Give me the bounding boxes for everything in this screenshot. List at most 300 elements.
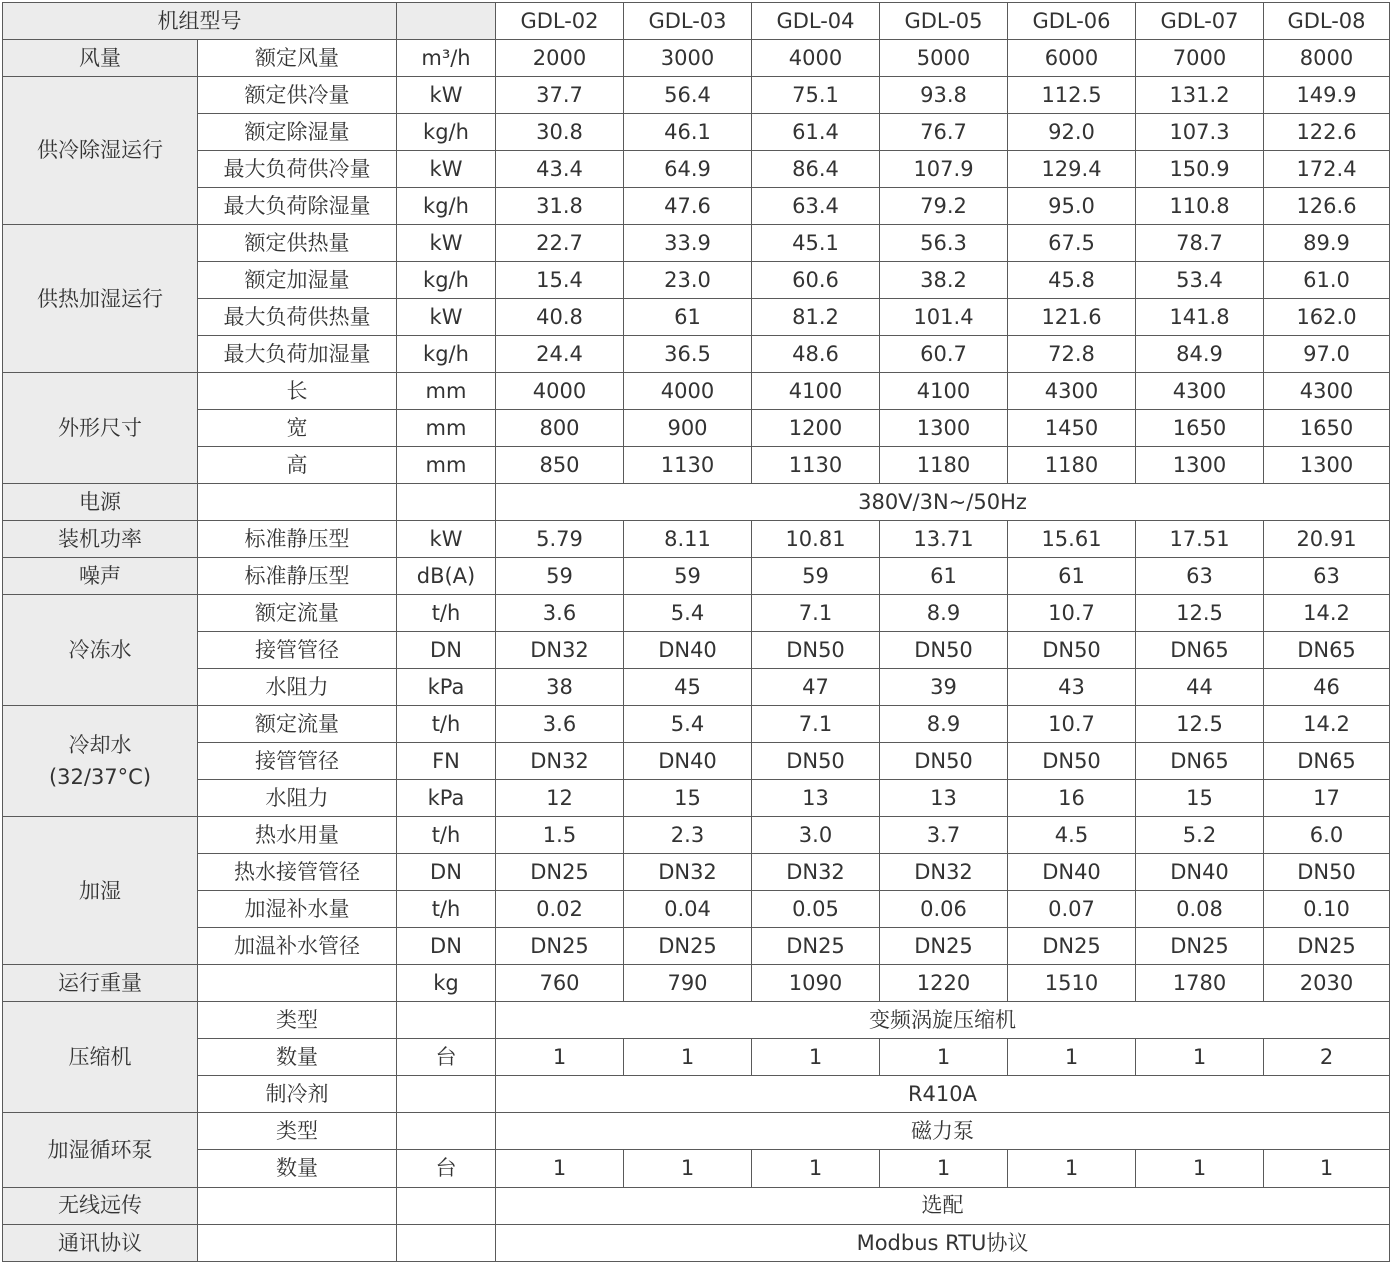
group-label-text: 运行重量 [58,971,142,996]
param-unit: kg/h [397,188,496,225]
value-cell: 800 [496,410,624,447]
value-cell: 38.2 [880,262,1008,299]
table-row [3,410,1390,447]
value-cell: 56.3 [880,225,1008,262]
value-cell: 790 [624,965,752,1002]
value-cell: 1130 [624,447,752,484]
group-label [3,225,198,373]
value-cell: 46 [1264,669,1390,706]
group-label-text: 冷冻水 [68,638,132,663]
value-cell: 0.08 [1136,891,1264,928]
value-cell: 1 [1264,1150,1390,1187]
value-cell: 13 [880,780,1008,817]
param-name: 加湿补水量 [198,891,397,928]
group-label [3,484,198,521]
table-row [3,262,1390,299]
value-cell: 2 [1264,1039,1390,1076]
table-row [3,743,1390,780]
param-unit: t/h [397,817,496,854]
value-cell: 13 [752,780,880,817]
value-cell: 150.9 [1136,151,1264,188]
table-row [3,1002,1390,1039]
value-cell: 79.2 [880,188,1008,225]
value-cell: 13.71 [880,521,1008,558]
value-cell: 1180 [880,447,1008,484]
param-name: 数量 [198,1150,397,1187]
table-row [3,558,1390,595]
value-cell: 6.0 [1264,817,1390,854]
value-cell: 60.6 [752,262,880,299]
model-header: GDL-07 [1136,3,1264,40]
group-label [3,521,198,558]
group-label [3,817,198,965]
group-label [3,558,198,595]
param-name: 额定加湿量 [198,262,397,299]
table-row [3,77,1390,114]
value-cell: 2.3 [624,817,752,854]
param-name: 额定流量 [198,595,397,632]
value-cell: 39 [880,669,1008,706]
value-cell: 122.6 [1264,114,1390,151]
group-label [3,706,198,817]
value-cell: 56.4 [624,77,752,114]
param-unit: m³/h [397,40,496,77]
value-cell: 0.06 [880,891,1008,928]
value-cell: DN25 [496,928,624,965]
value-cell: DN32 [624,854,752,891]
value-cell: 1 [752,1039,880,1076]
value-cell: DN32 [496,632,624,669]
group-label [3,1224,198,1261]
value-cell: 12.5 [1136,706,1264,743]
value-cell: 1180 [1008,447,1136,484]
group-label [3,595,198,706]
param-name: 制冷剂 [198,1076,397,1113]
group-label [3,1187,198,1224]
param-unit [397,484,496,521]
value-cell: 4000 [496,373,624,410]
value-cell: 47.6 [624,188,752,225]
value-cell: DN40 [1008,854,1136,891]
param-unit: t/h [397,891,496,928]
param-unit: kg [397,965,496,1002]
value-cell: DN25 [496,854,624,891]
value-cell: 61 [624,299,752,336]
value-cell: 121.6 [1008,299,1136,336]
value-cell: DN25 [880,928,1008,965]
param-name: 额定供热量 [198,225,397,262]
param-unit: DN [397,854,496,891]
value-cell: 43.4 [496,151,624,188]
value-cell: 53.4 [1136,262,1264,299]
span-value: 磁力泵 [496,1113,1390,1150]
value-cell: 89.9 [1264,225,1390,262]
value-cell: 63 [1264,558,1390,595]
value-cell: 4300 [1136,373,1264,410]
value-cell: 1 [880,1150,1008,1187]
value-cell: 1 [1136,1039,1264,1076]
group-label [3,77,198,225]
value-cell: 1510 [1008,965,1136,1002]
group-label [3,1113,198,1187]
value-cell: 7.1 [752,706,880,743]
value-cell: 1 [1136,1150,1264,1187]
value-cell: 15 [624,780,752,817]
value-cell: 1 [496,1150,624,1187]
value-cell: 23.0 [624,262,752,299]
value-cell: 1650 [1264,410,1390,447]
value-cell: 8.11 [624,521,752,558]
value-cell: 850 [496,447,624,484]
value-cell: 48.6 [752,336,880,373]
table-row [3,151,1390,188]
value-cell: DN25 [1008,928,1136,965]
table-row [3,299,1390,336]
group-label-text: 供热加湿运行 [37,286,163,311]
param-name: 接管管径 [198,743,397,780]
value-cell: 86.4 [752,151,880,188]
table-row [3,595,1390,632]
value-cell: 1 [624,1150,752,1187]
table-row [3,965,1390,1002]
param-unit: kg/h [397,114,496,151]
value-cell: 45 [624,669,752,706]
value-cell: 40.8 [496,299,624,336]
value-cell: DN25 [752,928,880,965]
value-cell: 8000 [1264,40,1390,77]
model-header: GDL-04 [752,3,880,40]
value-cell: 7.1 [752,595,880,632]
value-cell: DN50 [880,632,1008,669]
table-row [3,188,1390,225]
model-header: GDL-03 [624,3,752,40]
param-name: 热水用量 [198,817,397,854]
table-row [3,1076,1390,1113]
value-cell: 126.6 [1264,188,1390,225]
param-name: 高 [198,447,397,484]
value-cell: 61 [1008,558,1136,595]
value-cell: 97.0 [1264,336,1390,373]
value-cell: 3.6 [496,595,624,632]
value-cell: 72.8 [1008,336,1136,373]
param-unit: mm [397,373,496,410]
param-unit [397,1187,496,1224]
table-row [3,1187,1390,1224]
value-cell: 129.4 [1008,151,1136,188]
param-name [198,965,397,1002]
group-label-text: 装机功率 [58,527,142,552]
value-cell: 1 [880,1039,1008,1076]
value-cell: 92.0 [1008,114,1136,151]
value-cell: 8.9 [880,706,1008,743]
value-cell: 1780 [1136,965,1264,1002]
param-unit: kg/h [397,262,496,299]
value-cell: DN65 [1136,632,1264,669]
group-label-text: 风量 [79,45,121,70]
value-cell: 2030 [1264,965,1390,1002]
param-name: 最大负荷除湿量 [198,188,397,225]
value-cell: 14.2 [1264,706,1390,743]
value-cell: 31.8 [496,188,624,225]
value-cell: 1 [1008,1039,1136,1076]
value-cell: 1090 [752,965,880,1002]
model-header: GDL-06 [1008,3,1136,40]
value-cell: 59 [496,558,624,595]
table-row [3,447,1390,484]
param-name: 数量 [198,1039,397,1076]
table-row [3,1224,1390,1261]
value-cell: 14.2 [1264,595,1390,632]
value-cell: 12 [496,780,624,817]
param-unit: kg/h [397,336,496,373]
group-label-text: 无线远传 [58,1193,142,1218]
value-cell: 45.8 [1008,262,1136,299]
param-unit [397,1002,496,1039]
value-cell: DN65 [1136,743,1264,780]
span-value: R410A [496,1076,1390,1113]
value-cell: 10.81 [752,521,880,558]
value-cell: 22.7 [496,225,624,262]
group-label-text: 供冷除湿运行 [37,138,163,163]
param-unit: mm [397,447,496,484]
value-cell: 1 [496,1039,624,1076]
value-cell: 1130 [752,447,880,484]
param-unit: t/h [397,706,496,743]
table-row [3,632,1390,669]
param-name: 标准静压型 [198,558,397,595]
param-unit: 台 [397,1150,496,1187]
param-name [198,484,397,521]
table-row [3,521,1390,558]
value-cell: 7000 [1136,40,1264,77]
value-cell: 2000 [496,40,624,77]
group-label [3,40,198,77]
value-cell: 1 [624,1039,752,1076]
value-cell: 1 [752,1150,880,1187]
param-name [198,1224,397,1261]
value-cell: 61 [880,558,1008,595]
value-cell: 6000 [1008,40,1136,77]
value-cell: 44 [1136,669,1264,706]
value-cell: 3000 [624,40,752,77]
value-cell: 47 [752,669,880,706]
param-unit: kW [397,521,496,558]
value-cell: DN50 [880,743,1008,780]
param-name: 宽 [198,410,397,447]
table-row [3,373,1390,410]
param-unit: t/h [397,595,496,632]
value-cell: 5000 [880,40,1008,77]
param-unit: kW [397,77,496,114]
group-label-text: 加湿 [79,878,121,903]
table-row [3,1150,1390,1187]
header-label: 机组型号 [3,3,397,40]
value-cell: DN65 [1264,743,1390,780]
param-name: 水阻力 [198,669,397,706]
table-row [3,854,1390,891]
param-name: 加温补水管径 [198,928,397,965]
header-row [3,3,1390,40]
value-cell: 15 [1136,780,1264,817]
value-cell: 59 [624,558,752,595]
value-cell: 15.4 [496,262,624,299]
value-cell: 78.7 [1136,225,1264,262]
value-cell: 900 [624,410,752,447]
value-cell: DN25 [1136,928,1264,965]
param-unit: kPa [397,669,496,706]
param-name: 接管管径 [198,632,397,669]
value-cell: 0.07 [1008,891,1136,928]
value-cell: 17 [1264,780,1390,817]
value-cell: 4000 [752,40,880,77]
param-unit: kPa [397,780,496,817]
param-unit: FN [397,743,496,780]
model-header: GDL-08 [1264,3,1390,40]
value-cell: 131.2 [1136,77,1264,114]
value-cell: 60.7 [880,336,1008,373]
value-cell: 81.2 [752,299,880,336]
value-cell: 4100 [752,373,880,410]
table-row [3,706,1390,743]
param-name: 最大负荷供冷量 [198,151,397,188]
model-header: GDL-02 [496,3,624,40]
param-name: 最大负荷供热量 [198,299,397,336]
table-row [3,891,1390,928]
value-cell: 5.2 [1136,817,1264,854]
param-unit: DN [397,928,496,965]
table-row [3,780,1390,817]
param-unit: DN [397,632,496,669]
group-label-text: 压缩机 [68,1045,132,1070]
value-cell: 3.7 [880,817,1008,854]
group-label [3,373,198,484]
param-unit: dB(A) [397,558,496,595]
value-cell: DN50 [752,632,880,669]
value-cell: 75.1 [752,77,880,114]
value-cell: DN40 [624,632,752,669]
value-cell: 30.8 [496,114,624,151]
value-cell: 172.4 [1264,151,1390,188]
group-label [3,1002,198,1113]
param-name [198,1187,397,1224]
value-cell: 4000 [624,373,752,410]
group-label-text: 冷却水 [68,733,132,758]
value-cell: 0.10 [1264,891,1390,928]
value-cell: 61.4 [752,114,880,151]
value-cell: DN32 [496,743,624,780]
value-cell: 33.9 [624,225,752,262]
param-unit [397,1224,496,1261]
param-name: 额定供冷量 [198,77,397,114]
value-cell: 1300 [1264,447,1390,484]
value-cell: 1450 [1008,410,1136,447]
value-cell: 36.5 [624,336,752,373]
value-cell: 0.02 [496,891,624,928]
value-cell: 93.8 [880,77,1008,114]
value-cell: 10.7 [1008,595,1136,632]
value-cell: 149.9 [1264,77,1390,114]
value-cell: 5.4 [624,706,752,743]
value-cell: 8.9 [880,595,1008,632]
group-label-text: 噪声 [79,564,121,589]
value-cell: 1300 [1136,447,1264,484]
param-name: 标准静压型 [198,521,397,558]
value-cell: 5.4 [624,595,752,632]
value-cell: DN50 [1008,743,1136,780]
span-value: 选配 [496,1187,1390,1224]
table-row [3,114,1390,151]
span-value: 变频涡旋压缩机 [496,1002,1390,1039]
value-cell: 84.9 [1136,336,1264,373]
value-cell: 63 [1136,558,1264,595]
value-cell: 141.8 [1136,299,1264,336]
table-row [3,1039,1390,1076]
param-name: 类型 [198,1113,397,1150]
value-cell: 20.91 [1264,521,1390,558]
group-label-text: 加湿循环泵 [47,1137,153,1162]
value-cell: 1.5 [496,817,624,854]
value-cell: 112.5 [1008,77,1136,114]
param-name: 类型 [198,1002,397,1039]
param-name: 热水接管管径 [198,854,397,891]
value-cell: 17.51 [1136,521,1264,558]
table-row [3,484,1390,521]
value-cell: DN40 [1136,854,1264,891]
group-label-text: 电源 [79,490,121,515]
param-unit: mm [397,410,496,447]
value-cell: 64.9 [624,151,752,188]
value-cell: DN50 [1008,632,1136,669]
value-cell: 3.6 [496,706,624,743]
param-name: 最大负荷加湿量 [198,336,397,373]
table-row [3,817,1390,854]
value-cell: DN25 [1264,928,1390,965]
spec-body [3,3,1390,1262]
value-cell: 107.3 [1136,114,1264,151]
group-label [3,965,198,1002]
value-cell: 3.0 [752,817,880,854]
value-cell: 1220 [880,965,1008,1002]
value-cell: 38 [496,669,624,706]
param-unit: kW [397,151,496,188]
value-cell: 59 [752,558,880,595]
spec-table [2,2,1390,1262]
model-header: GDL-05 [880,3,1008,40]
value-cell: DN65 [1264,632,1390,669]
value-cell: 16 [1008,780,1136,817]
value-cell: 4300 [1264,373,1390,410]
value-cell: 162.0 [1264,299,1390,336]
param-name: 额定风量 [198,40,397,77]
group-label-text: 通讯协议 [58,1230,142,1255]
value-cell: 67.5 [1008,225,1136,262]
header-unit-blank [397,3,496,40]
value-cell: 24.4 [496,336,624,373]
group-label-text: 外形尺寸 [58,416,142,441]
span-value: 380V/3N~/50Hz [496,484,1390,521]
group-label-subtext: (32/37°C) [48,765,152,790]
param-name: 水阻力 [198,780,397,817]
value-cell: 43 [1008,669,1136,706]
value-cell: 1300 [880,410,1008,447]
value-cell: 110.8 [1136,188,1264,225]
value-cell: 1650 [1136,410,1264,447]
param-name: 长 [198,373,397,410]
value-cell: DN25 [624,928,752,965]
value-cell: 0.05 [752,891,880,928]
table-row [3,669,1390,706]
value-cell: 1200 [752,410,880,447]
